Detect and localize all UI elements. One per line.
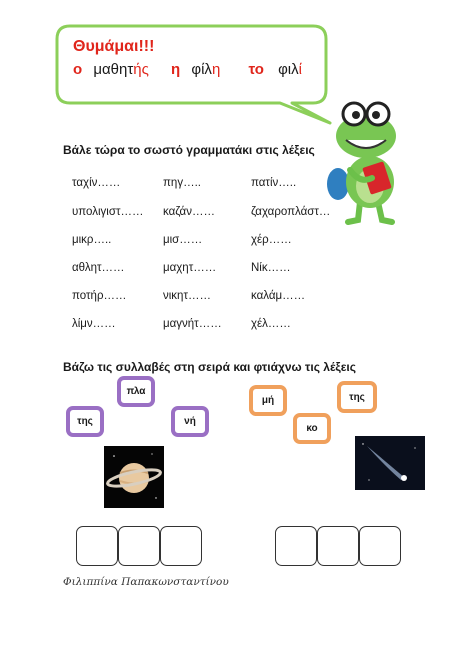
word-fil-ending: η [211, 61, 221, 78]
answer-box[interactable] [275, 526, 317, 566]
answer-box[interactable] [76, 526, 118, 566]
exercise1-word: χέλ…… [251, 318, 291, 330]
comet-icon [355, 436, 425, 490]
word-fili-ending: ί [298, 61, 302, 78]
word-fil-stem: φίλ [191, 61, 212, 78]
syllable-tile[interactable]: της [337, 381, 377, 413]
bubble-example-line [73, 61, 302, 78]
exercise1-word: πατίν….. [251, 177, 297, 189]
exercise1-word: λίμν…… [72, 318, 116, 330]
frog-mascot-icon [320, 92, 412, 230]
exercise1-word: μαγνήτ…… [163, 318, 222, 330]
exercise2-heading: Βάζω τις συλλαβές στη σειρά και φτιάχνω τις λέξεις [63, 360, 356, 374]
exercise1-word: υπολιγιστ…… [72, 206, 144, 218]
word-mathit-stem: μαθητ [93, 61, 134, 78]
syllable-tile[interactable]: πλα [117, 376, 155, 407]
exercise1-word: πηγ….. [163, 177, 201, 189]
syllable-tile[interactable]: κο [293, 413, 331, 444]
exercise1-word: καλάμ…… [251, 290, 306, 302]
exercise1-word: καζάν…… [163, 206, 215, 218]
exercise1-word: νικητ…… [163, 290, 211, 302]
syllable-tile[interactable]: της [66, 406, 104, 437]
exercise1-word: μικρ….. [72, 234, 112, 246]
exercise1-word: ταχίν…… [72, 177, 121, 189]
article-to: το [248, 61, 264, 78]
exercise1-word: αθλητ…… [72, 262, 125, 274]
article-i: η [171, 61, 181, 78]
exercise1-word: Νίκ…… [251, 262, 291, 274]
exercise1-heading: Βάλε τώρα το σωστό γραμματάκι στις λέξεις [63, 143, 315, 157]
exercise1-word: μισ…… [163, 234, 203, 246]
word-mathit-ending: ής [133, 61, 149, 78]
exercise1-word: χέρ…… [251, 234, 292, 246]
author-footer: Φιλιππίνα Παπακωνσταντίνου [63, 576, 229, 588]
answer-box[interactable] [317, 526, 359, 566]
syllable-tile[interactable]: μή [249, 385, 287, 416]
answer-boxes-right [275, 526, 401, 566]
answer-boxes-left [76, 526, 202, 566]
word-fili-stem: φιλ [278, 61, 299, 78]
exercise1-word: ποτήρ…… [72, 290, 127, 302]
syllable-tile[interactable]: νή [171, 406, 209, 437]
answer-box[interactable] [359, 526, 401, 566]
exercise1-word: ζαχαροπλάστ… [251, 206, 331, 218]
saturn-planet-icon [104, 446, 164, 508]
exercise1-word: μαχητ…… [163, 262, 217, 274]
bubble-title: Θυμάμαι!!! [73, 38, 155, 55]
article-o: ο [73, 61, 83, 78]
answer-box[interactable] [118, 526, 160, 566]
answer-box[interactable] [160, 526, 202, 566]
